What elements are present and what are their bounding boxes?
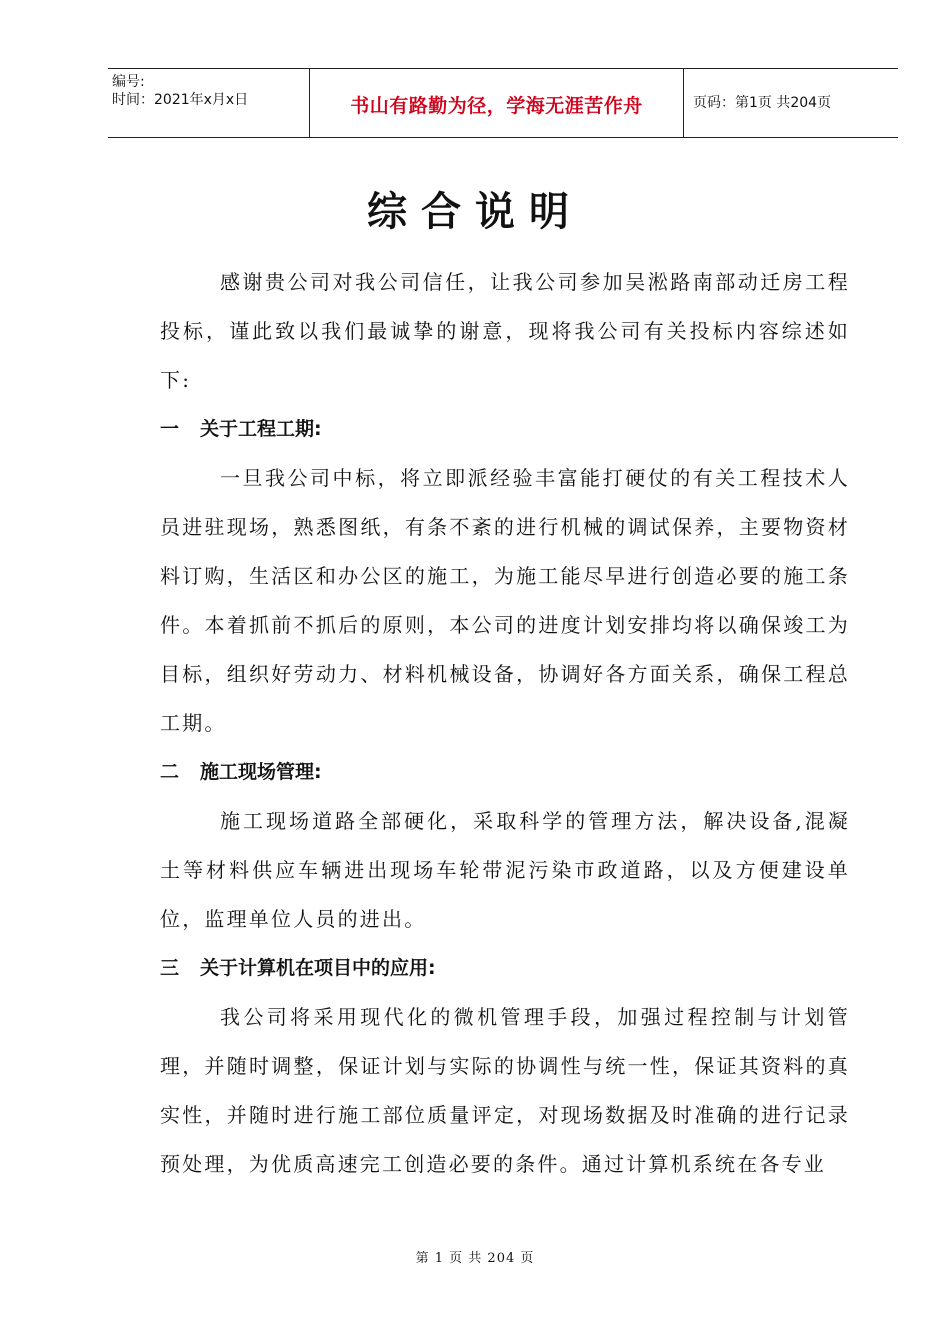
intro-paragraph: 感谢贵公司对我公司信任，让我公司参加吴淞路南部动迁房工程投标，谨此致以我们最诚挚的谢意，现将我公司有关投标内容综述如下:: [160, 270, 850, 392]
header-page-info: 页码：第1页 共204页: [693, 95, 832, 111]
page-footer: 第 1 页 共 204 页: [415, 1251, 535, 1266]
document-title: 综合说明: [367, 188, 583, 235]
header-meta-cell: [108, 69, 309, 137]
section-title: 关于工程工期:: [200, 418, 322, 440]
document-number-label: 编号:: [112, 74, 145, 90]
section-number: 一: [160, 418, 180, 440]
section-heading: [160, 944, 850, 993]
document-header: [108, 68, 898, 138]
section-title: 施工现场管理:: [200, 761, 322, 783]
section-heading: [160, 748, 850, 797]
section-paragraph: 我公司将采用现代化的微机管理手段，加强过程控制与计划管理，并随时调整，保证计划与实际的协调性与统一性，保证其资料的真实性，并随时进行施工部位质量评定，对现场数据及时准确的进行记录预处理，为优质高速完工创造必要的条件。通过计算机系统在各专业: [160, 1005, 850, 1176]
header-motto: 书山有路勤为径，学海无涯苦作舟: [350, 95, 643, 117]
header-motto-cell: [309, 69, 684, 137]
section-paragraph: 一旦我公司中标，将立即派经验丰富能打硬仗的有关工程技术人员进驻现场，熟悉图纸，有条不紊的进行机械的调试保养，主要物资材料订购，生活区和办公区的施工，为施工能尽早进行创造必要的施工条件。本着抓前不抓后的原则，本公司的进度计划安排均将以确保竣工为目标，组织好劳动力、材料机械设备，协调好各方面关系，确保工程总工期。: [160, 466, 850, 735]
section-number: 二: [160, 761, 180, 783]
section-number: 三: [160, 957, 180, 979]
section-heading: [160, 405, 850, 454]
document-body: [160, 258, 850, 1189]
header-page-cell: [683, 69, 898, 137]
section-title: 关于计算机在项目中的应用:: [200, 957, 436, 979]
section-paragraph: 施工现场道路全部硬化，采取科学的管理方法，解决设备,混凝土等材料供应车辆进出现场车轮带泥污染市政道路，以及方便建设单位，监理单位人员的进出。: [160, 809, 850, 931]
document-date: 时间：2021年x月x日: [112, 92, 249, 108]
